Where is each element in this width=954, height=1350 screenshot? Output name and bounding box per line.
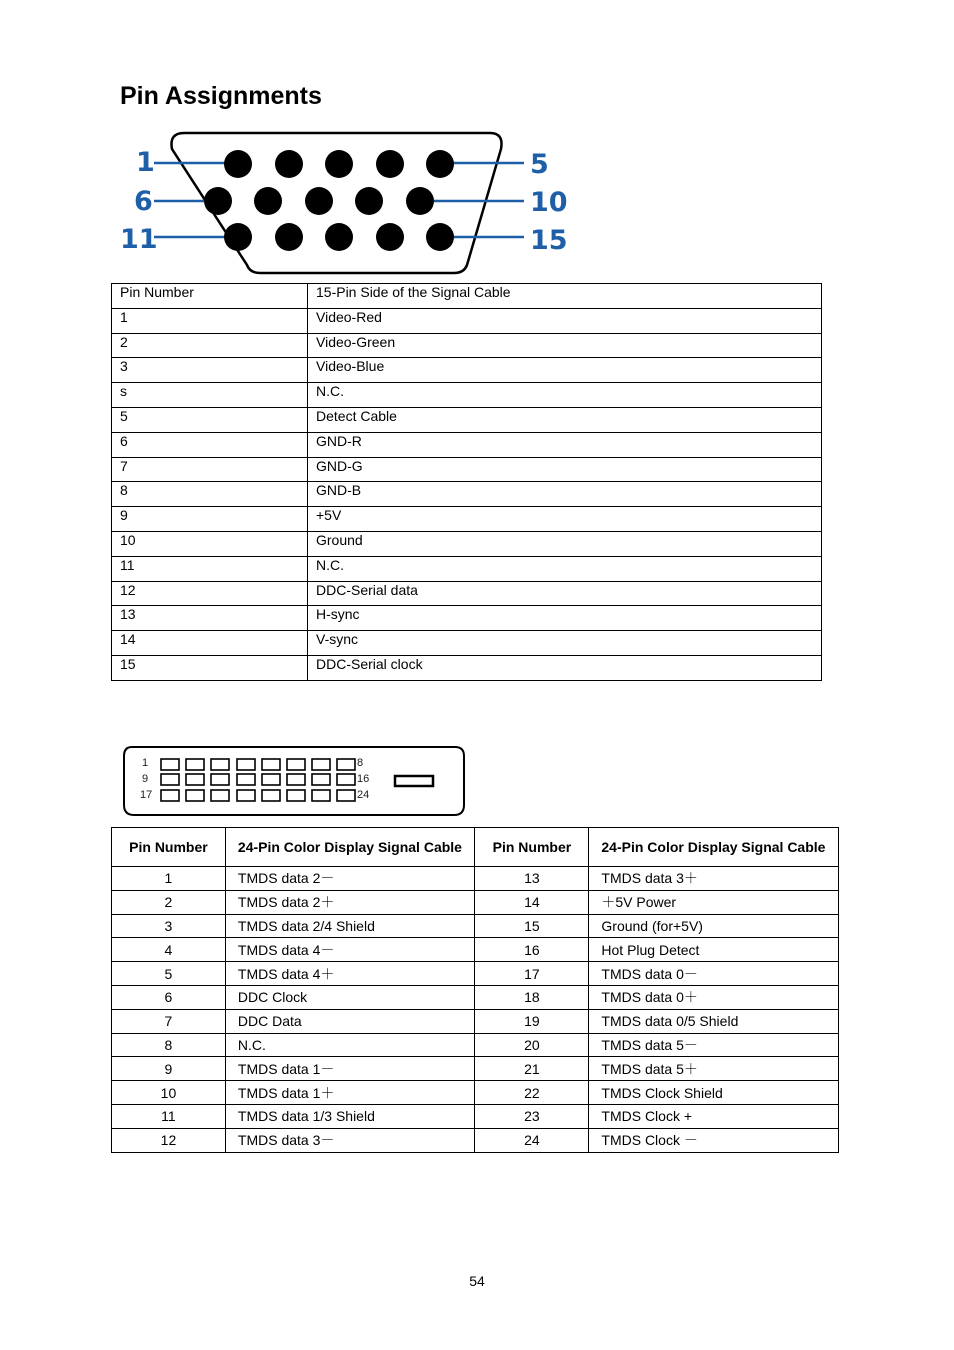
- signal-cell: GND-B: [308, 482, 822, 507]
- pin-cell: 5: [112, 407, 308, 432]
- signal-cell: TMDS data 0－: [589, 962, 839, 986]
- signal-cell: TMDS data 2/4 Shield: [225, 914, 475, 938]
- pin-cell: 13: [475, 867, 589, 891]
- pin-cell: 5: [112, 962, 226, 986]
- page-title: Pin Assignments: [120, 82, 322, 110]
- signal-cell: TMDS data 4＋: [225, 962, 475, 986]
- pin-cell: 21: [475, 1057, 589, 1081]
- signal-cell: Video-Red: [308, 308, 822, 333]
- signal-cell: GND-G: [308, 457, 822, 482]
- pin-cell: s: [112, 383, 308, 408]
- table-row: [112, 556, 822, 581]
- signal-cell: TMDS Clock －: [589, 1128, 839, 1152]
- pin-cell: 17: [475, 962, 589, 986]
- signal-cell: Detect Cable: [308, 407, 822, 432]
- pin-cell: 3: [112, 914, 226, 938]
- signal-cell: TMDS Clock Shield: [589, 1081, 839, 1105]
- signal-cell: ＋5V Power: [589, 890, 839, 914]
- pin-cell: 12: [112, 1128, 226, 1152]
- signal-cell: TMDS data 3－: [225, 1128, 475, 1152]
- vga-pin-table: [111, 283, 822, 681]
- signal-cell: N.C.: [308, 383, 822, 408]
- signal-cell: Hot Plug Detect: [589, 938, 839, 962]
- pin-cell: 10: [112, 531, 308, 556]
- signal-cell: Ground (for+5V): [589, 914, 839, 938]
- signal-cell: N.C.: [308, 556, 822, 581]
- pin-cell: 8: [112, 482, 308, 507]
- table-row: [112, 1033, 839, 1057]
- signal-cell: V-sync: [308, 631, 822, 656]
- signal-cell: TMDS data 4－: [225, 938, 475, 962]
- table-row: [112, 914, 839, 938]
- header-pin-number: Pin Number: [112, 828, 226, 867]
- table-row: [112, 962, 839, 986]
- table-row: [112, 432, 822, 457]
- signal-cell: DDC Clock: [225, 985, 475, 1009]
- pin-cell: 18: [475, 985, 589, 1009]
- pin-cell: 13: [112, 606, 308, 631]
- signal-cell: DDC-Serial clock: [308, 655, 822, 680]
- signal-cell: DDC-Serial data: [308, 581, 822, 606]
- header-signal: 24-Pin Color Display Signal Cable: [225, 828, 475, 867]
- table-row: [112, 333, 822, 358]
- table-row: [112, 938, 839, 962]
- pin-cell: 14: [112, 631, 308, 656]
- signal-cell: TMDS data 2－: [225, 867, 475, 891]
- signal-cell: +5V: [308, 507, 822, 532]
- vga-label-11: 11: [120, 224, 158, 255]
- dvi-pin-table: [111, 827, 839, 1153]
- pin-cell: 11: [112, 556, 308, 581]
- pin-cell: 7: [112, 457, 308, 482]
- table-row: [112, 985, 839, 1009]
- table-row: [112, 867, 839, 891]
- header-pin-number: Pin Number: [112, 284, 308, 309]
- table-row: [112, 606, 822, 631]
- pin-cell: 1: [112, 867, 226, 891]
- table-row: [112, 457, 822, 482]
- signal-cell: Ground: [308, 531, 822, 556]
- table-header-row: [112, 828, 839, 867]
- table-row: [112, 1009, 839, 1033]
- page-number: 54: [469, 1273, 485, 1289]
- table-row: [112, 1128, 839, 1152]
- table-row: [112, 581, 822, 606]
- table-row: [112, 407, 822, 432]
- table-row: [112, 308, 822, 333]
- pin-cell: 23: [475, 1104, 589, 1128]
- pin-cell: 8: [112, 1033, 226, 1057]
- dvi-label-17: 17: [140, 789, 153, 801]
- vga-label-5: 5: [530, 149, 549, 180]
- signal-cell: DDC Data: [225, 1009, 475, 1033]
- pin-cell: 11: [112, 1104, 226, 1128]
- vga-label-6: 6: [134, 186, 153, 217]
- signal-cell: TMDS data 3＋: [589, 867, 839, 891]
- signal-cell: TMDS Clock +: [589, 1104, 839, 1128]
- vga-label-15: 15: [530, 225, 568, 256]
- table-row: [112, 358, 822, 383]
- pin-cell: 6: [112, 432, 308, 457]
- table-row: [112, 1104, 839, 1128]
- pin-cell: 14: [475, 890, 589, 914]
- signal-cell: H-sync: [308, 606, 822, 631]
- table-row: [112, 531, 822, 556]
- signal-cell: TMDS data 5＋: [589, 1057, 839, 1081]
- dvi-label-8: 8: [357, 757, 364, 769]
- dvi-label-16: 16: [357, 773, 370, 785]
- signal-cell: TMDS data 0/5 Shield: [589, 1009, 839, 1033]
- table-row: [112, 383, 822, 408]
- signal-cell: Video-Blue: [308, 358, 822, 383]
- pin-cell: 16: [475, 938, 589, 962]
- table-row: [112, 1081, 839, 1105]
- pin-cell: 24: [475, 1128, 589, 1152]
- table-row: [112, 482, 822, 507]
- table-row: [112, 507, 822, 532]
- pin-cell: 1: [112, 308, 308, 333]
- pin-cell: 10: [112, 1081, 226, 1105]
- signal-cell: TMDS data 5－: [589, 1033, 839, 1057]
- pin-cell: 9: [112, 1057, 226, 1081]
- pin-cell: 19: [475, 1009, 589, 1033]
- pin-cell: 2: [112, 333, 308, 358]
- pin-cell: 15: [475, 914, 589, 938]
- table-row: [112, 1057, 839, 1081]
- header-pin-number: Pin Number: [475, 828, 589, 867]
- pin-cell: 15: [112, 655, 308, 680]
- pin-cell: 22: [475, 1081, 589, 1105]
- pin-cell: 3: [112, 358, 308, 383]
- vga-label-10: 10: [530, 187, 568, 218]
- pin-cell: 7: [112, 1009, 226, 1033]
- pin-cell: 4: [112, 938, 226, 962]
- dvi-label-24: 24: [357, 789, 370, 801]
- signal-cell: Video-Green: [308, 333, 822, 358]
- pin-cell: 9: [112, 507, 308, 532]
- table-header-row: [112, 284, 822, 309]
- dvi-label-1: 1: [142, 757, 149, 769]
- dvi-connector-diagram: [122, 745, 467, 819]
- table-row: [112, 631, 822, 656]
- vga-label-1: 1: [136, 147, 155, 178]
- dvi-label-9: 9: [142, 773, 149, 785]
- signal-cell: TMDS data 1＋: [225, 1081, 475, 1105]
- signal-cell: TMDS data 0＋: [589, 985, 839, 1009]
- header-signal: 15-Pin Side of the Signal Cable: [308, 284, 822, 309]
- table-row: [112, 655, 822, 680]
- signal-cell: TMDS data 1/3 Shield: [225, 1104, 475, 1128]
- signal-cell: TMDS data 2＋: [225, 890, 475, 914]
- pin-cell: 6: [112, 985, 226, 1009]
- table-row: [112, 890, 839, 914]
- vga-connector-diagram: [112, 125, 582, 280]
- signal-cell: GND-R: [308, 432, 822, 457]
- pin-cell: 12: [112, 581, 308, 606]
- dvi-flat-pin: [395, 776, 433, 786]
- pin-cell: 2: [112, 890, 226, 914]
- header-signal: 24-Pin Color Display Signal Cable: [589, 828, 839, 867]
- signal-cell: TMDS data 1－: [225, 1057, 475, 1081]
- pin-cell: 20: [475, 1033, 589, 1057]
- signal-cell: N.C.: [225, 1033, 475, 1057]
